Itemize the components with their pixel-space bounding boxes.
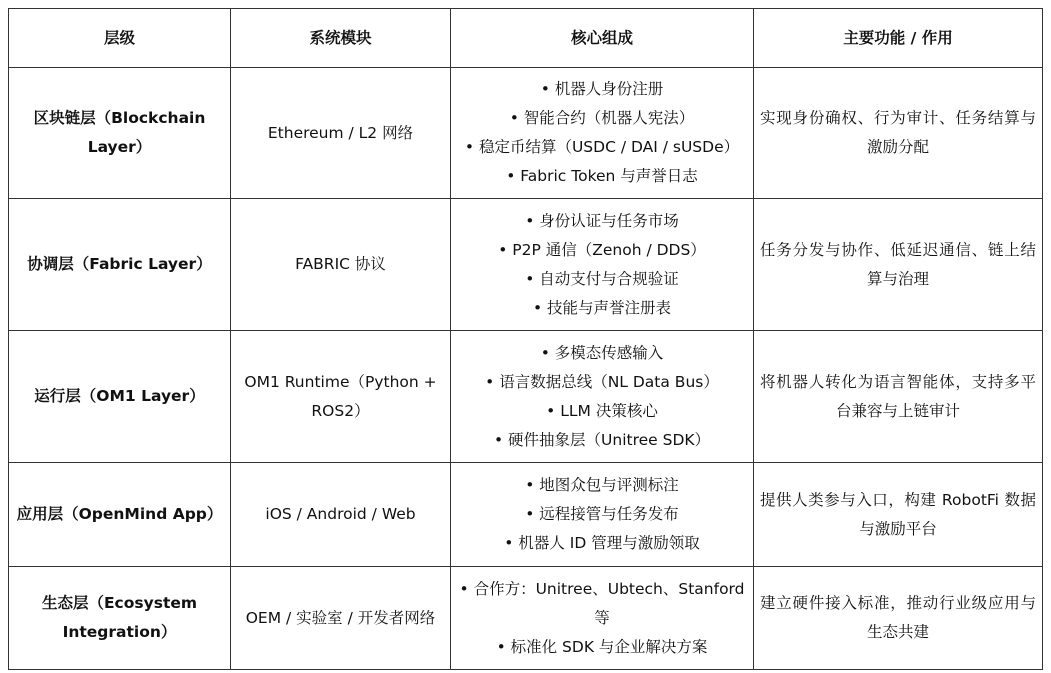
components-cell bbox=[451, 331, 754, 463]
module-cell: OM1 Runtime（Python + ROS2） bbox=[231, 331, 451, 463]
module-cell: OEM / 实验室 / 开发者网络 bbox=[231, 567, 451, 670]
component-item: • 硬件抽象层（Unitree SDK） bbox=[493, 430, 711, 449]
layer-cell: 运行层（OM1 Layer） bbox=[9, 331, 231, 463]
table-row bbox=[9, 463, 1043, 567]
header-components: 核心组成 bbox=[451, 9, 754, 68]
layer-cell: 生态层（Ecosystem Integration） bbox=[9, 567, 231, 670]
component-item: • 智能合约（机器人宪法） bbox=[509, 109, 695, 127]
component-item: • 稳定币结算（USDC / DAI / sUSDe） bbox=[464, 138, 740, 156]
header-row bbox=[9, 9, 1043, 68]
component-item: • 自动支付与合规验证 bbox=[525, 269, 679, 288]
components-cell bbox=[451, 463, 754, 567]
function-cell: 将机器人转化为语言智能体，支持多平台兼容与上链审计 bbox=[754, 331, 1043, 463]
architecture-table bbox=[8, 8, 1043, 670]
header-module: 系统模块 bbox=[231, 9, 451, 68]
function-cell: 任务分发与协作、低延迟通信、链上结算与治理 bbox=[754, 199, 1043, 331]
function-cell: 建立硬件接入标准，推动行业级应用与生态共建 bbox=[754, 567, 1043, 670]
table-row bbox=[9, 68, 1043, 199]
module-cell: iOS / Android / Web bbox=[231, 463, 451, 567]
components-cell bbox=[451, 68, 754, 199]
component-item: • 语言数据总线（NL Data Bus） bbox=[485, 372, 719, 391]
module-cell: FABRIC 协议 bbox=[231, 199, 451, 331]
component-item: • Fabric Token 与声誉日志 bbox=[506, 167, 698, 185]
layer-cell: 应用层（OpenMind App） bbox=[9, 463, 231, 567]
component-item: • 合作方：Unitree、Ubtech、Stanford 等 bbox=[459, 579, 745, 627]
component-item: • 标准化 SDK 与企业解决方案 bbox=[496, 637, 708, 656]
component-item: • 身份认证与任务市场 bbox=[525, 211, 679, 230]
function-cell: 提供人类参与入口，构建 RobotFi 数据与激励平台 bbox=[754, 463, 1043, 567]
component-item: • LLM 决策核心 bbox=[546, 401, 658, 420]
component-item: • 技能与声誉注册表 bbox=[532, 298, 672, 317]
layer-cell: 协调层（Fabric Layer） bbox=[9, 199, 231, 331]
component-item: • 地图众包与评测标注 bbox=[525, 476, 679, 494]
layer-cell: 区块链层（Blockchain Layer） bbox=[9, 68, 231, 199]
header-layer: 层级 bbox=[9, 9, 231, 68]
function-cell: 实现身份确权、行为审计、任务结算与激励分配 bbox=[754, 68, 1043, 199]
components-cell bbox=[451, 199, 754, 331]
component-item: • 远程接管与任务发布 bbox=[525, 505, 679, 523]
component-item: • 多模态传感输入 bbox=[540, 343, 664, 362]
table-row bbox=[9, 199, 1043, 331]
component-item: • 机器人身份注册 bbox=[540, 80, 664, 98]
components-cell bbox=[451, 567, 754, 670]
component-item: • 机器人 ID 管理与激励领取 bbox=[504, 534, 700, 552]
component-item: • P2P 通信（Zenoh / DDS） bbox=[498, 240, 706, 259]
module-cell: Ethereum / L2 网络 bbox=[231, 68, 451, 199]
table-row bbox=[9, 331, 1043, 463]
header-function: 主要功能 / 作用 bbox=[754, 9, 1043, 68]
table-row bbox=[9, 567, 1043, 670]
